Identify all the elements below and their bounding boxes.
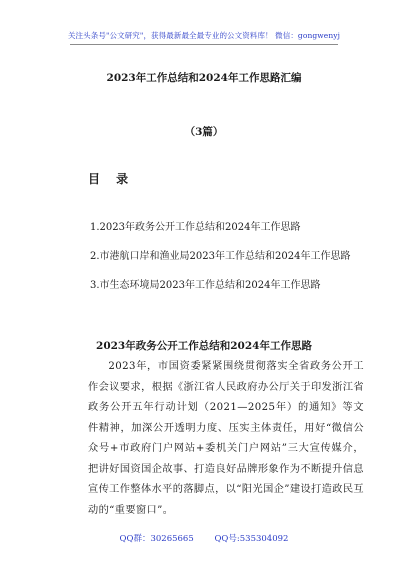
toc-list [90,218,358,305]
document-title: 2023年工作总结和2024年工作思路汇编 [106,72,302,84]
footer-qq-number: QQ号:535304092 [214,534,289,544]
toc-item-1[interactable]: 1.2023年政务公开工作总结和2024年工作思路 [90,222,301,233]
footer-qq-group: QQ群：30265665 [119,534,194,544]
section-title: 2023年政务公开工作总结和2024年工作思路 [96,340,312,352]
toc-item-2[interactable]: 2.市港航口岸和渔业局2023年工作总结和2024年工作思路 [90,251,351,262]
body-paragraph: 2023年，市国资委紧紧围绕贯彻落实全省政务公开工作会议要求，根据《浙江省人民政府办公厅关于印发浙江省政务公开五年行动计划（2021—2025年）的通知》等文件精神，加深公开透明力度、压实主体责任，用好“微信公众号+市政府门户网站+委机关门户网站”三大宣传媒介，把讲好国资国企故事、打造良好品牌形象作为不断提升信息宣传工作整体水平的落脚点，以“阳光国企”建设打造政民互动的“重要窗口”。 [88,361,364,516]
header-divider [70,44,338,45]
footer-contact [0,532,408,544]
toc-heading: 目 录 [88,172,135,186]
document-count: （3篇） [184,126,224,138]
toc-item-3[interactable]: 3.市生态环境局2023年工作总结和2024年工作思路 [90,280,321,291]
header-note: 关注头条号"公文研究"，获得最新最全最专业的公文资料库！ 微信：gongwenyj [67,31,341,40]
